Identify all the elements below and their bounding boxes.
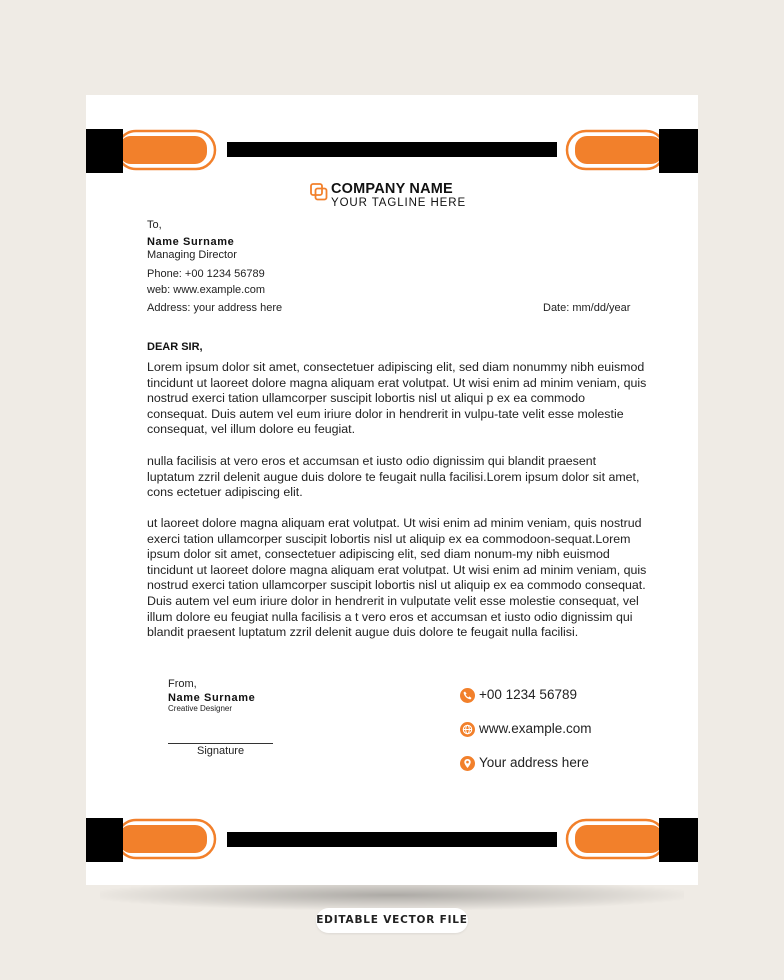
header-right-orange-pill [575,136,663,164]
header-center-bar [227,142,557,157]
sender-title: Creative Designer [168,704,233,713]
footer-right-orange-pill [575,825,663,853]
to-label: To, [147,219,162,231]
contact-web-text: www.example.com [479,721,592,736]
body-paragraph-3: ut laoreet dolore magna aliquam erat volutpat. Ut wisi enim ad minim veniam, quis nostrud exerci tation ullamcorper suscipit lobortis nisl ut aliquip ex ea commodoon-sequat.Lorem ipsum dolor sit amet, consectetuer adipiscing elit, sed diam nonum-my nibh euismod tincidunt ut laoreet dolore magna aliquam erat volutpat. Ut wisi enim ad minim veniam, quis nostrud exerci tation ullamcorper suscipit lobortis nisl ut aliquip ex ea commodo consequat. Duis autem vel eum iriure dolor in hendrerit in vulputate velit esse molestie consequat, vel illum dolore eu feugiat nulla facilisis a t vero eros et accumsan et iusto odio dignissim qui blandit praesent luptatum zzril delenit augue duis dolore te feugait nulla facilisi. [147,516,647,640]
body-paragraph-2: nulla facilisis at vero eros et accumsan et iusto odio dignissim qui blandit praesent luptatum zzril delenit augue duis dolore te feugait nulla facilisi.Lorem ipsum dolor sit amet, cons ectetuer adipiscing elit. [147,454,640,500]
footer-left-orange-pill [119,825,207,853]
signature-line [168,743,273,744]
sender-name: Name Surname [168,692,256,704]
salutation: DEAR SIR, [147,341,203,353]
recipient-web: web: www.example.com [147,284,265,296]
recipient-title: Managing Director [147,249,237,261]
footer-right-black-block [659,818,698,862]
header-right-black-block [659,129,698,173]
phone-icon [460,688,475,703]
contact-address-text: Your address here [479,755,589,770]
footer-left-black-block [86,818,123,862]
from-label: From, [168,678,197,690]
badge-label: EDITABLE VECTOR FILE [316,914,468,926]
company-logo [310,181,480,211]
header-band-graphic [86,129,698,173]
overlapping-squares-icon [310,183,328,206]
footer-band-graphic [86,818,698,862]
header-left-black-block-front [86,129,123,173]
letterhead-sheet [86,95,698,885]
recipient-name: Name Surname [147,236,235,248]
footer-center-bar [227,832,557,847]
header-left-orange-pill [119,136,207,164]
company-tagline: YOUR TAGLINE HERE [331,197,467,209]
recipient-address: Address: your address here [147,302,283,314]
globe-icon [460,722,475,737]
signature-label: Signature [197,745,245,757]
body-paragraph-1: Lorem ipsum dolor sit amet, consectetuer adipiscing elit, sed diam nonummy nibh euismod tincidunt ut laoreet dolore magna aliquam erat volutpat. Ut wisi enim ad minim veniam, quis nostrud exerci tation ullamcorper suscipit lobortis nisl ut aliqui p ex ea commodo consequat. Duis autem vel eum iriure dolor in hendrerit in vulpu-tate velit esse molestie consequat, vel illum dolore eu feugiat. [147,360,647,437]
editable-vector-file-badge [316,908,468,933]
company-name: COMPANY NAME [331,181,453,197]
letter-date: Date: mm/dd/year [543,302,631,314]
location-pin-icon [460,756,475,771]
footer-band [86,818,698,862]
contact-phone-text: +00 1234 56789 [479,687,577,702]
recipient-phone: Phone: +00 1234 56789 [147,268,265,280]
header-band [86,129,698,173]
